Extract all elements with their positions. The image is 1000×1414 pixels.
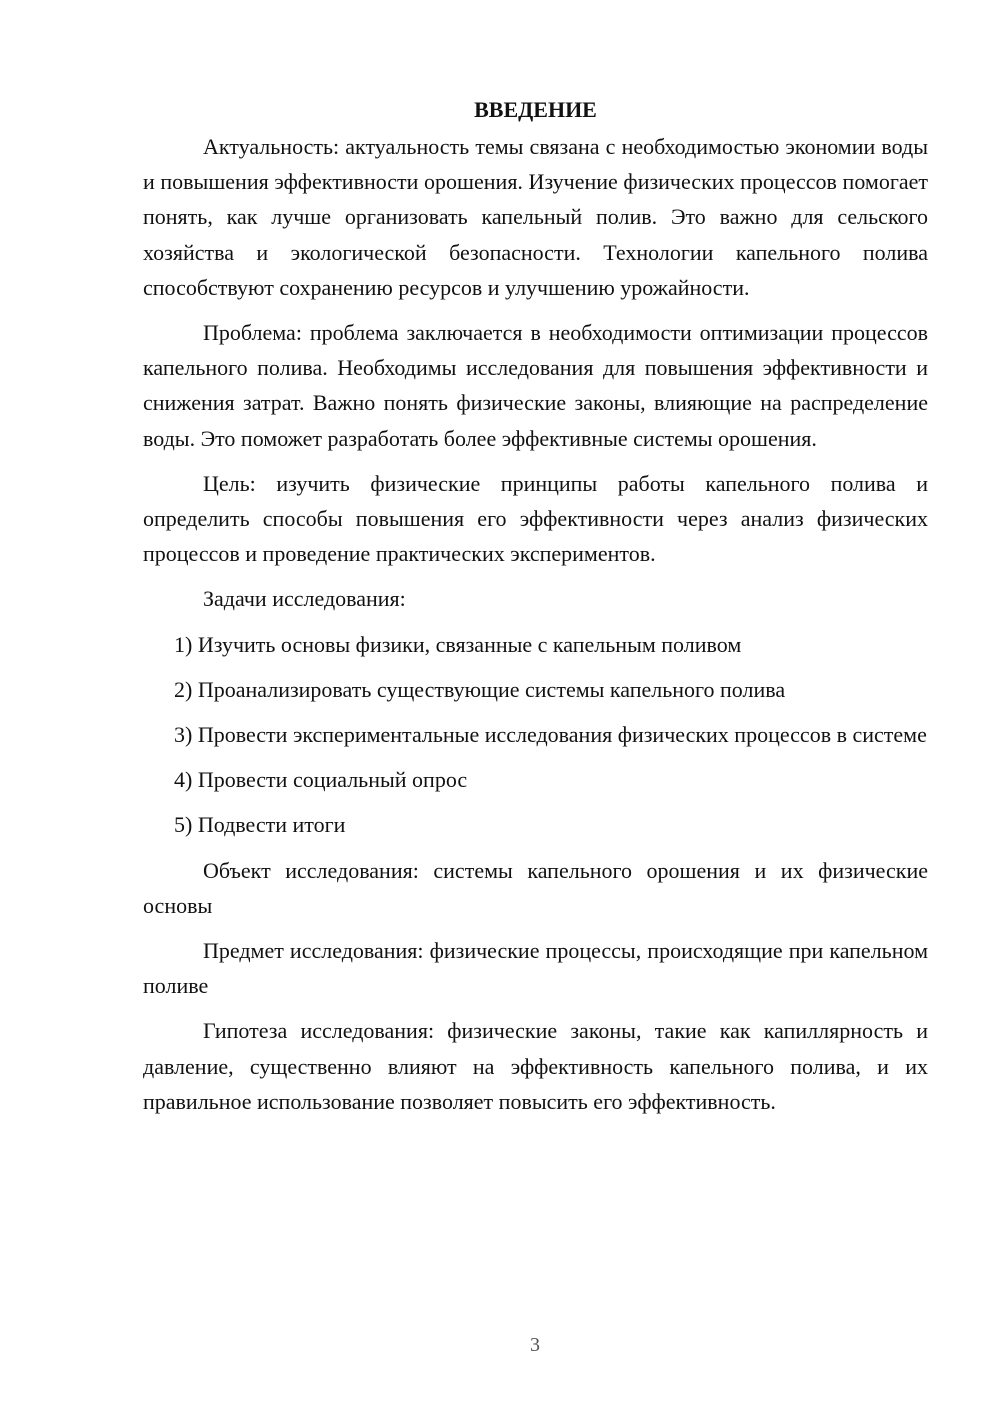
hypothesis-paragraph: Гипотеза исследования: физические законы, такие как капиллярность и давление, существенно влияют на эффективность капельного полива, и их правильное использование позволяет повысить его эффективность. bbox=[143, 1018, 928, 1114]
page-title: ВВЕДЕНИЕ bbox=[474, 97, 597, 122]
tasks-list bbox=[143, 627, 928, 843]
list-item: 3) Провести экспериментальные исследования физических процессов в системе bbox=[174, 722, 927, 748]
page-number: 3 bbox=[530, 1334, 540, 1356]
list-item: 4) Провести социальный опрос bbox=[174, 767, 468, 793]
problem-paragraph: Проблема: проблема заключается в необходимости оптимизации процессов капельного полива. Необходимы исследования для повышения эффективности и снижения затрат. Важно понять физические законы, влияющие на распределение воды. Это поможет разработать более эффективные системы орошения. bbox=[143, 320, 928, 451]
goal-paragraph: Цель: изучить физические принципы работы капельного полива и определить способы повышения его эффективности через анализ физических процессов и проведение практических экспериментов. bbox=[143, 470, 928, 567]
list-item: 2) Проанализировать существующие системы капельного полива bbox=[174, 676, 786, 702]
object-paragraph: Объект исследования: системы капельного орошения и их физические основы bbox=[143, 857, 928, 918]
list-item: 1) Изучить основы физики, связанные с капельным поливом bbox=[174, 631, 742, 657]
subject-paragraph: Предмет исследования: физические процессы, происходящие при капельном поливе bbox=[143, 938, 928, 999]
list-item: 5) Подвести итоги bbox=[174, 812, 346, 838]
tasks-heading: Задачи исследования: bbox=[203, 586, 406, 612]
relevance-paragraph: Актуальность: актуальность темы связана с необходимостью экономии воды и повышения эффективности орошения. Изучение физических процессов помогает понять, как лучше организовать капельный полив. Это важно для сельского хозяйства и экологической безопасности. Технологии капельного полива способствуют сохранению ресурсов и улучшению урожайности. bbox=[143, 134, 928, 300]
page-content bbox=[143, 92, 928, 1129]
